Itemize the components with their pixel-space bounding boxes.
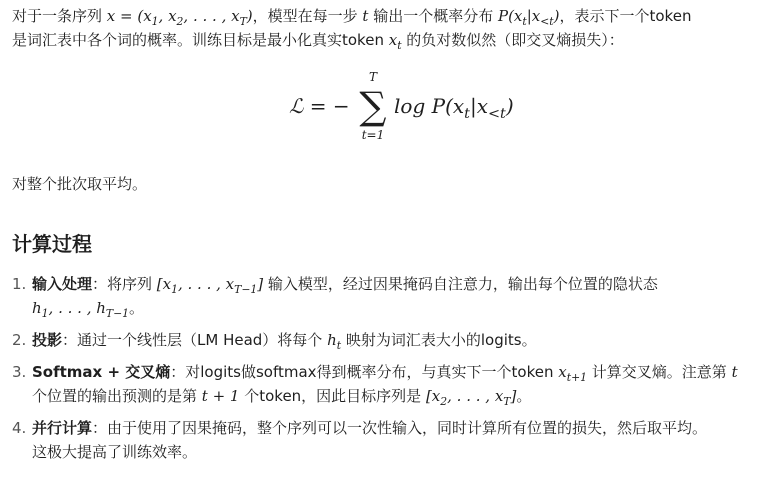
step-text: 个token，因此目标序列是 bbox=[239, 387, 426, 405]
document-body bbox=[12, 4, 772, 472]
t-math: t bbox=[362, 7, 369, 25]
sequence-math: $x = (x_1$, $x_2$, . . . , $x_T$) bbox=[106, 7, 253, 28]
step-text: ：通过一个线性层（LM Head）将每个 bbox=[62, 331, 328, 349]
prob-math: $P(x_t|x_{<t})$ bbox=[497, 7, 560, 28]
sum-symbol: ∑ bbox=[359, 84, 387, 128]
formula-rhs: $\log P(x_t|x_{<t})$ bbox=[394, 94, 514, 122]
list-number: 1. bbox=[12, 275, 27, 293]
formula-lhs: ℒ = − bbox=[289, 94, 350, 118]
list-item bbox=[12, 360, 772, 408]
step-text: ：对logits做softmax得到概率分布，与真实下一个token bbox=[170, 363, 559, 381]
sum-lower-limit: t=1 bbox=[361, 128, 385, 142]
step-text: 这极大提高了训练效率。 bbox=[32, 443, 198, 461]
intro-text: 对于一条序列 bbox=[12, 7, 107, 25]
steps-list bbox=[12, 272, 772, 464]
list-item bbox=[12, 416, 772, 464]
step-title: Softmax + 交叉熵 bbox=[32, 363, 171, 381]
xt-math: $x_t$ bbox=[388, 31, 402, 52]
step-text: 个位置的输出预测的是第 bbox=[32, 387, 202, 405]
intro-text: 是词汇表中各个词的概率。训练目标是最小化真实token bbox=[12, 31, 389, 49]
list-number: 3. bbox=[12, 363, 27, 381]
list-number: 2. bbox=[12, 331, 27, 349]
average-note: 对整个批次取平均。 bbox=[12, 175, 148, 193]
step-math: [$x_1$, . . . , $x_{T-1}$] bbox=[156, 275, 264, 296]
step-title: 并行计算 bbox=[32, 419, 93, 437]
list-number: 4. bbox=[12, 419, 27, 437]
step-math: t bbox=[731, 363, 738, 381]
step-text: 映射为词汇表大小的logits。 bbox=[341, 331, 537, 349]
sum-upper-limit: T bbox=[368, 70, 377, 84]
step-text: ：由于使用了因果掩码，整个序列可以一次性输入，同时计算所有位置的损失，然后取平均。 bbox=[92, 419, 708, 437]
step-math: [$x_2$, . . . , $x_T$] bbox=[425, 387, 517, 408]
list-item bbox=[12, 272, 772, 320]
loss-formula bbox=[12, 54, 772, 162]
intro-text: 输出一个概率分布 bbox=[368, 7, 498, 25]
step-title: 投影 bbox=[32, 331, 63, 349]
step-text: 计算交叉熵。注意第 bbox=[587, 363, 732, 381]
step-title: 输入处理 bbox=[32, 275, 93, 293]
step-math: t + 1 bbox=[201, 387, 240, 405]
step-math: $x_{t+1}$ bbox=[558, 363, 588, 384]
step-math: $h_t$ bbox=[327, 331, 342, 352]
intro-text: ，表示下一个token bbox=[559, 7, 692, 25]
intro-text: ，模型在每一步 bbox=[252, 7, 363, 25]
step-math: $h_1$, . . . , $h_{T-1}$ bbox=[32, 299, 130, 320]
step-text: ：将序列 bbox=[92, 275, 157, 293]
step-text: 。 bbox=[516, 387, 532, 405]
step-text: 。 bbox=[129, 299, 145, 317]
step-text: 输入模型，经过因果掩码自注意力，输出每个位置的隐状态 bbox=[263, 275, 658, 293]
section-title: 计算过程 bbox=[12, 232, 92, 256]
intro-line-2 bbox=[12, 28, 772, 52]
intro-text: 的负对数似然（即交叉熵损失）： bbox=[401, 31, 624, 49]
summation bbox=[353, 70, 393, 142]
intro-paragraph bbox=[12, 4, 772, 52]
list-item bbox=[12, 328, 772, 352]
intro-line-1 bbox=[12, 4, 772, 28]
